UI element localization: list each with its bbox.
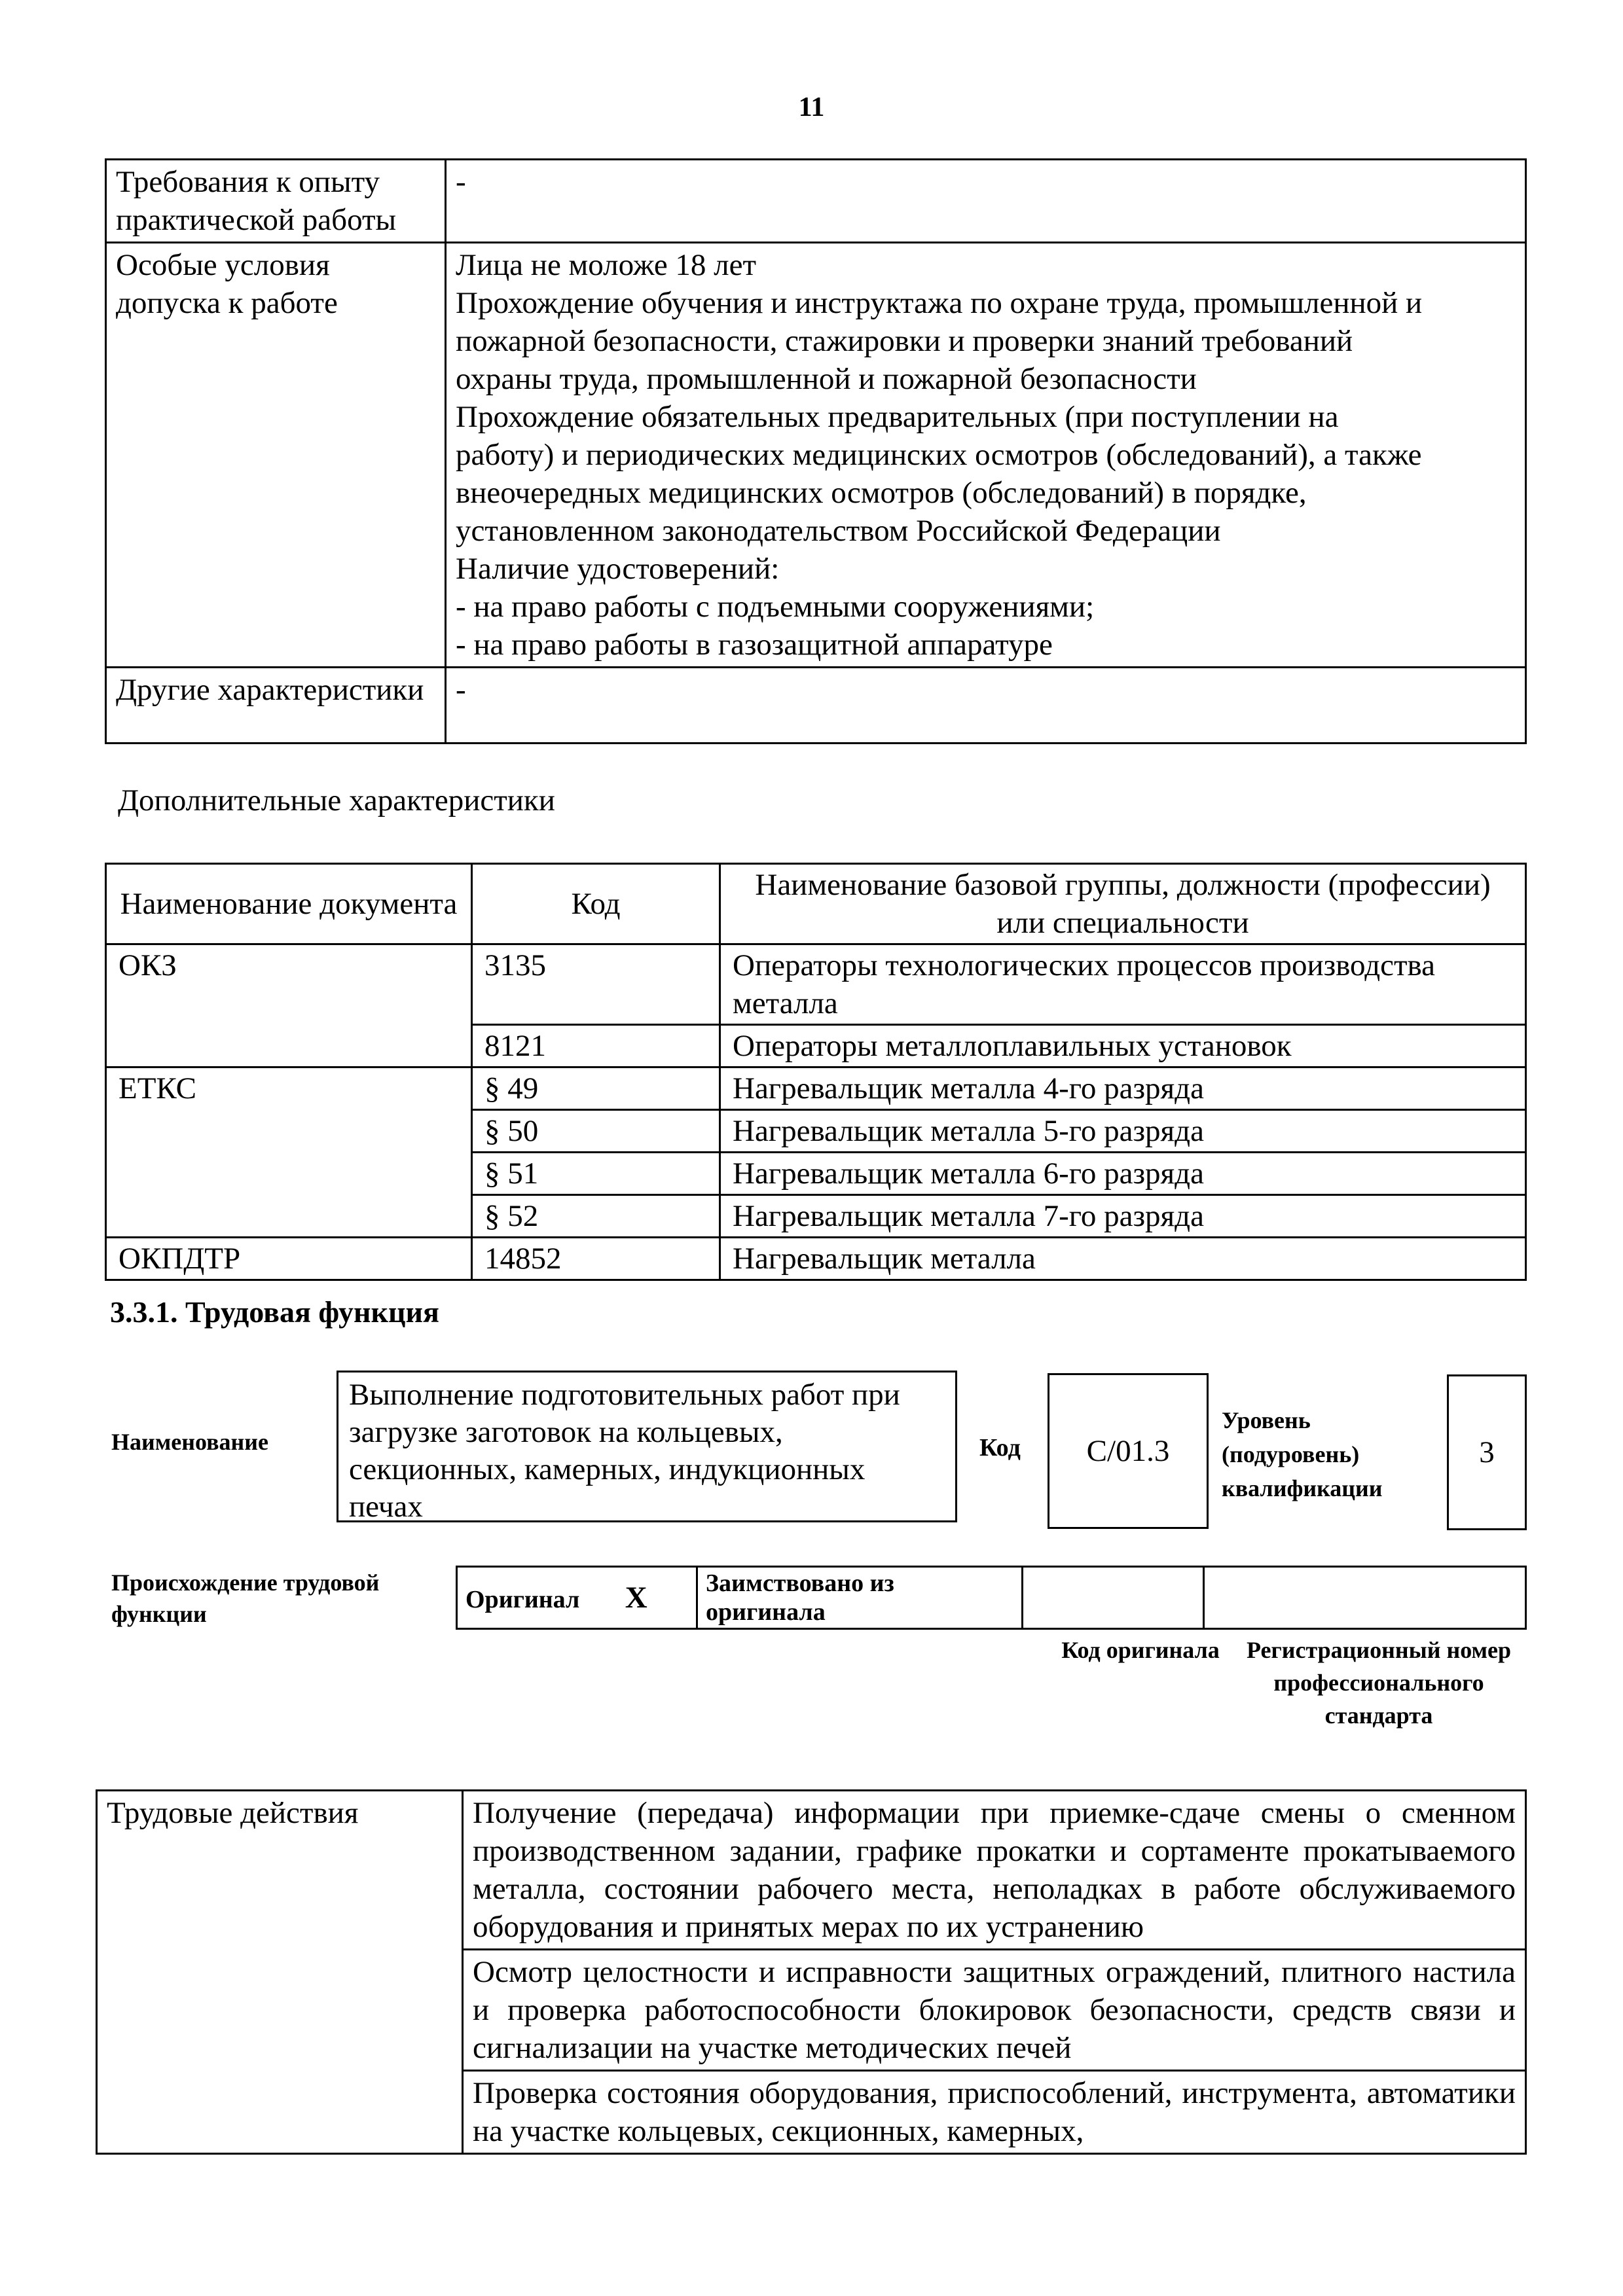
doc-cell: ЕТКС [106,1067,472,1238]
header-doc: Наименование документа [106,864,472,944]
text-line: Прохождение обязательных предварительных (при поступлении на [456,400,1339,434]
name-cell: Нагревальщик металла 7-го разряда [720,1195,1526,1238]
reg-number-caption: Регистрационный номер профессионального стандарта [1246,1637,1512,1729]
text-line: работу) и периодических медицинских осмотров (обследований), а также [456,438,1422,472]
table-row [106,160,1526,243]
action-item: Проверка состояния оборудования, приспособлений, инструмента, автоматики на участке кольцевых, секционных, камерных, [463,2071,1526,2154]
function-name-label: Наименование [111,1429,268,1455]
function-code-value: C/01.3 [1048,1373,1209,1529]
additional-table [105,863,1527,1281]
code-cell: § 52 [472,1195,720,1238]
table-row [106,1238,1526,1280]
row-label: Требования к опыту практической работы [106,160,446,243]
code-cell: 8121 [472,1025,720,1067]
table-row [106,243,1526,668]
code-original-caption: Код оригинала [1061,1637,1220,1663]
row-value: - [446,160,1526,243]
code-cell: § 49 [472,1067,720,1110]
original-label: Оригинал [465,1586,580,1613]
function-name-value: Выполнение подготовительных работ при загрузке заготовок на кольцевых, секционных, камерных, индукционных печах [337,1371,957,1522]
code-cell: § 50 [472,1110,720,1153]
row-value: - [446,668,1526,744]
doc-cell: ОКПДТР [106,1238,472,1280]
text-line: - на право работы в газозащитной аппаратуре [456,628,1053,662]
reg-number-cell [1204,1567,1526,1629]
text-line: охраны труда, промышленной и пожарной безопасности [456,362,1197,396]
name-cell: Операторы технологических процессов производства металла [720,944,1526,1025]
code-original-cell [1023,1567,1204,1629]
original-x-mark: X [625,1581,647,1615]
table-row [457,1567,1526,1629]
name-cell: Нагревальщик металла [720,1238,1526,1280]
text-line: - на право работы с подъемными сооружениями; [456,590,1095,624]
text-line: внеочередных медицинских осмотров (обследований) в порядке, [456,476,1307,510]
code-cell: 14852 [472,1238,720,1280]
name-cell: Нагревальщик металла 5-го разряда [720,1110,1526,1153]
actions-label: Трудовые действия [97,1791,463,2154]
action-item: Осмотр целостности и исправности защитных ограждений, плитного настила и проверка работоспособности блокировок безопасности, средств связи и сигнализации на участке методических печей [463,1950,1526,2071]
requirements-table [105,158,1527,744]
row-value-lines [446,243,1526,668]
row-label: Другие характеристики [106,668,446,744]
name-cell: Операторы металлоплавильных установок [720,1025,1526,1067]
text-line: установленном законодательством Российской Федерации [456,514,1221,548]
table-row [106,944,1526,1025]
table-row [106,668,1526,744]
origin-label: Происхождение трудовой функции [111,1570,380,1627]
name-cell: Нагревальщик металла 4-го разряда [720,1067,1526,1110]
name-cell: Нагревальщик металла 6-го разряда [720,1153,1526,1195]
text-line: Наличие удостоверений: [456,552,780,586]
origin-table [456,1566,1527,1630]
section-title: 3.3.1. Трудовая функция [110,1295,439,1329]
header-name: Наименование базовой группы, должности (профессии) или специальности [720,864,1526,944]
borrowed-cell: Заимствовано из оригинала [697,1567,1023,1629]
qualification-level-text: Уровень (подуровень) квалификации [1222,1407,1383,1501]
row-label: Особые условия допуска к работе [106,243,446,668]
text-line: Прохождение обучения и инструктажа по охране труда, промышленной и [456,286,1423,320]
table-row [97,1791,1526,1950]
code-cell: § 51 [472,1153,720,1195]
labor-actions-table [96,1789,1527,2155]
code-cell: 3135 [472,944,720,1025]
table-row [106,1067,1526,1110]
original-cell [457,1567,697,1629]
action-item: Получение (передача) информации при приемке-сдаче смены о сменном производственном задании, графике прокатки и сортаменте прокатываемого металла, состоянии рабочего места, неполадках в работе обслуживаемого оборудования и принятых мерах по их устранению [463,1791,1526,1950]
doc-cell: ОКЗ [106,944,472,1067]
text-line: Лица не моложе 18 лет [456,248,757,282]
text-line: пожарной безопасности, стажировки и проверки знаний требований [456,324,1353,358]
additional-heading: Дополнительные характеристики [118,783,555,817]
header-row [106,864,1526,944]
function-code-label: Код [979,1434,1021,1462]
header-code: Код [472,864,720,944]
page-number: 11 [798,92,825,122]
qualification-level-value: 3 [1447,1374,1527,1530]
qualification-level-label [1222,1403,1438,1505]
